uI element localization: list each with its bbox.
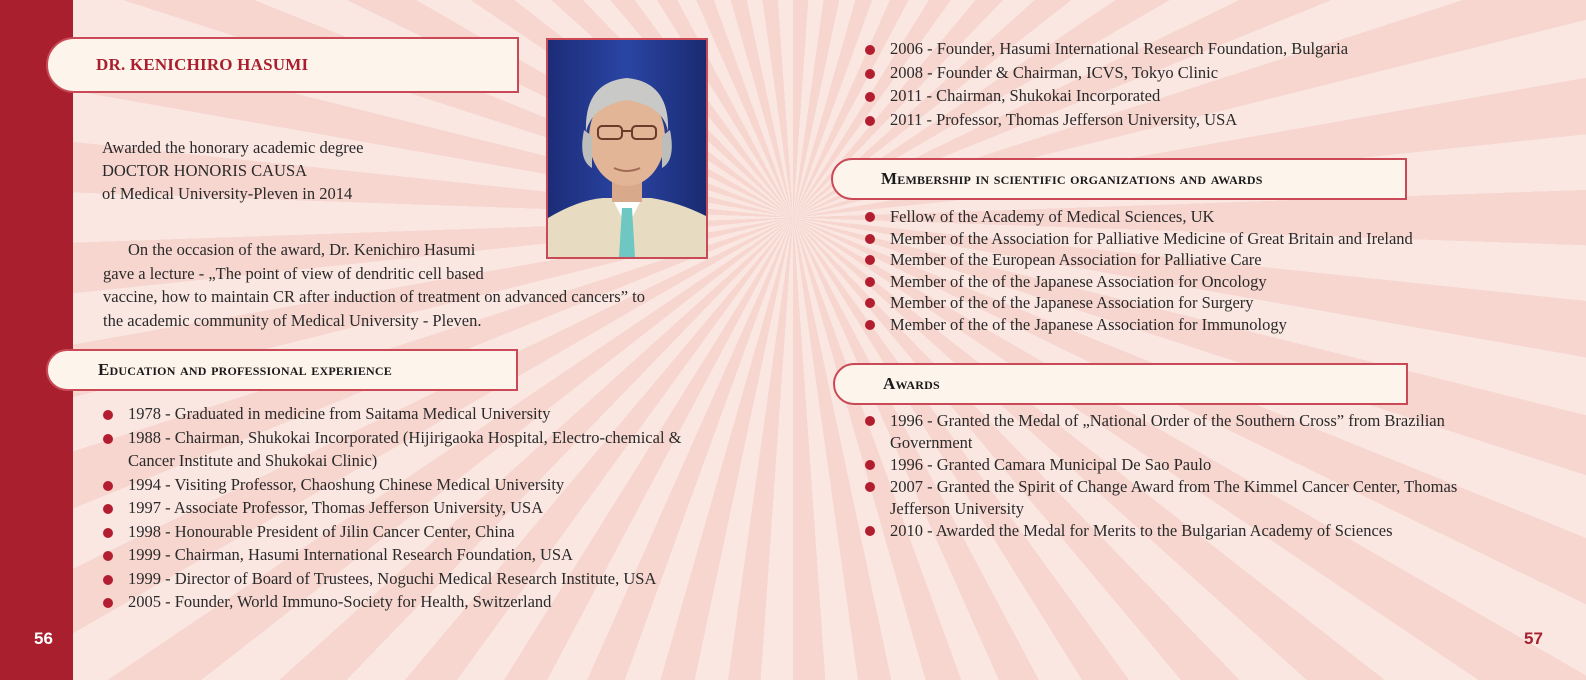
awards-list — [865, 410, 1505, 542]
list-item: 1996 - Granted Camara Municipal De Sao Paulo — [865, 454, 1505, 476]
list-item: 2008 - Founder & Chairman, ICVS, Tokyo Clinic — [865, 61, 1505, 85]
list-item: 1999 - Director of Board of Trustees, Noguchi Medical Research Institute, USA — [103, 567, 723, 591]
list-item: 2011 - Chairman, Shukokai Incorporated — [865, 84, 1505, 108]
list-item: 1978 - Graduated in medicine from Saitama Medical University — [103, 402, 723, 426]
education-banner — [46, 349, 518, 391]
list-item: Member of the Association for Palliative Medicine of Great Britain and Ireland — [865, 228, 1545, 250]
list-item: Member of the of the Japanese Association for Immunology — [865, 314, 1545, 336]
bullet-icon — [865, 255, 875, 265]
bullet-icon — [103, 410, 113, 420]
lecture-line-1: On the occasion of the award, Dr. Kenichiro Hasumi — [128, 240, 476, 259]
intro-text — [102, 136, 363, 205]
awards-heading: Awards — [883, 374, 940, 393]
portrait-photo — [546, 38, 708, 259]
bullet-icon — [865, 482, 875, 492]
bullet-icon — [103, 434, 113, 444]
name-banner — [46, 37, 519, 93]
bullet-icon — [103, 504, 113, 514]
bullet-icon — [865, 298, 875, 308]
awards-banner — [833, 363, 1408, 405]
lecture-line-3: vaccine, how to maintain CR after induction of treatment on advanced cancers” to — [103, 287, 646, 306]
bullet-icon — [103, 528, 113, 538]
bullet-icon — [865, 320, 875, 330]
bullet-icon — [103, 551, 113, 561]
intro-line-2: DOCTOR HONORIS CAUSA — [102, 161, 308, 180]
portrait-image — [548, 40, 706, 257]
bullet-icon — [865, 526, 875, 536]
list-item: 1998 - Honourable President of Jilin Cancer Center, China — [103, 520, 723, 544]
list-item: 2011 - Professor, Thomas Jefferson University, USA — [865, 108, 1505, 132]
bullet-icon — [103, 575, 113, 585]
left-margin-bar — [0, 0, 73, 680]
page-number-right: 57 — [1524, 629, 1543, 648]
list-item: 2007 - Granted the Spirit of Change Award from The Kimmel Cancer Center, Thomas Jefferson University — [865, 476, 1505, 520]
lecture-line-4: the academic community of Medical University - Pleven. — [103, 310, 482, 330]
membership-list — [865, 206, 1545, 336]
list-item: 1999 - Chairman, Hasumi International Research Foundation, USA — [103, 543, 723, 567]
membership-banner — [831, 158, 1407, 200]
list-item: 1997 - Associate Professor, Thomas Jefferson University, USA — [103, 496, 723, 520]
intro-line-1: Awarded the honorary academic degree — [102, 138, 364, 157]
intro-line-3: of Medical University-Pleven in 2014 — [102, 184, 353, 203]
list-item: 2010 - Awarded the Medal for Merits to the Bulgarian Academy of Sciences — [865, 520, 1505, 542]
experience-continued-list — [865, 37, 1505, 131]
list-item: 2005 - Founder, World Immuno-Society for Health, Switzerland — [103, 590, 723, 614]
page-number-left: 56 — [34, 629, 53, 648]
list-item: Member of the European Association for Palliative Care — [865, 249, 1545, 271]
list-item: Member of the of the Japanese Association for Oncology — [865, 271, 1545, 293]
lecture-line-2: gave a lecture - „The point of view of dendritic cell based — [103, 263, 484, 283]
bullet-icon — [865, 69, 875, 79]
list-item: Member of the of the Japanese Association for Surgery — [865, 292, 1545, 314]
education-heading: Education and professional experience — [98, 360, 392, 379]
list-item: 1996 - Granted the Medal of „National Order of the Southern Cross” from Brazilian Government — [865, 410, 1505, 454]
list-item: 1988 - Chairman, Shukokai Incorporated (Hijirigaoka Hospital, Electro-chemical & Cancer Institute and Shukokai Clinic) — [103, 426, 723, 473]
bullet-icon — [865, 92, 875, 102]
membership-heading: Membership in scientific organizations and awards — [881, 169, 1263, 188]
bullet-icon — [103, 598, 113, 608]
education-list — [103, 402, 723, 614]
bullet-icon — [865, 116, 875, 126]
name-title: DR. KENICHIRO HASUMI — [96, 55, 309, 74]
lecture-paragraph — [103, 238, 645, 332]
bullet-icon — [865, 45, 875, 55]
list-item: Fellow of the Academy of Medical Sciences, UK — [865, 206, 1545, 228]
bullet-icon — [865, 460, 875, 470]
bullet-icon — [865, 416, 875, 426]
bullet-icon — [865, 277, 875, 287]
list-item: 1994 - Visiting Professor, Chaoshung Chinese Medical University — [103, 473, 723, 497]
bullet-icon — [103, 481, 113, 491]
bullet-icon — [865, 212, 875, 222]
list-item: 2006 - Founder, Hasumi International Research Foundation, Bulgaria — [865, 37, 1505, 61]
bullet-icon — [865, 234, 875, 244]
